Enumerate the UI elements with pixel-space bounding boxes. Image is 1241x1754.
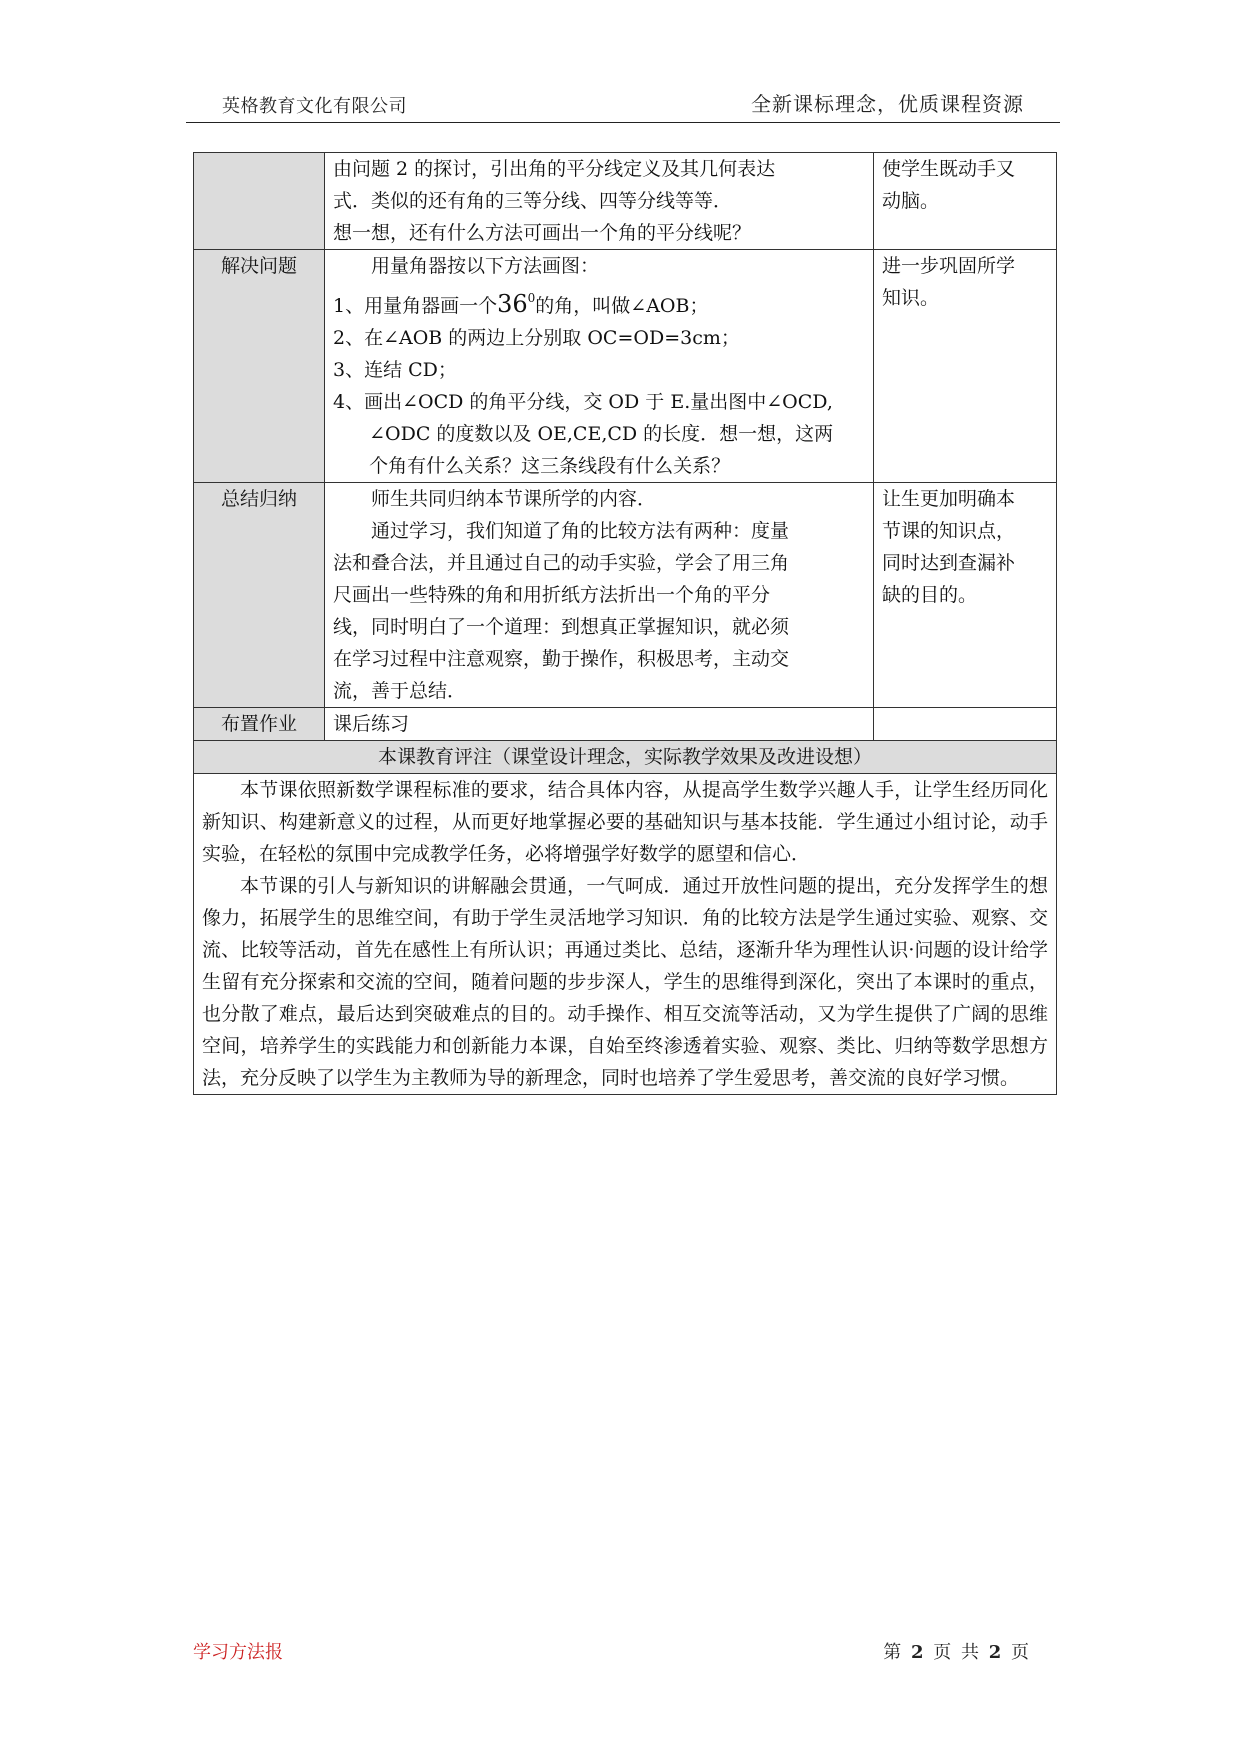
row-content: [325, 250, 874, 483]
text-line: 流，善于总结．: [333, 680, 467, 702]
commentary-paragraph: 本节课依照新数学课程标准的要求，结合具体内容，从提高学生数学兴趣人手，让学生经历同化新知识、构建新意义的过程，从而更好地掌握必要的基础知识与基本技能．学生通过小组讨论，动手实验，在轻松的氛围中完成教学任务，必将增强学好数学的愿望和信心．: [202, 779, 1048, 865]
purpose-line: 同时达到查漏补: [882, 552, 1016, 574]
row-label: [194, 153, 325, 250]
row-purpose: [874, 708, 1057, 741]
page-suffix: 页: [1011, 1642, 1029, 1663]
text-line: 师生共同归纳本节课所学的内容．: [371, 488, 657, 510]
table-row: [194, 741, 1057, 774]
commentary-paragraph: 本节课的引人与新知识的讲解融会贯通，一气呵成．通过开放性问题的提出，充分发挥学生的想像力，拓展学生的思维空间，有助于学生灵活地学习知识．角的比较方法是学生通过实验、观察、交流、比较等活动，首先在感性上有所认识；再通过类比、总结，逐渐升华为理性认识·问题的设计给学生留有充分探索和交流的空间，随着问题的步步深人，学生的思维得到深化，突出了本课时的重点，也分散了难点，最后达到突破难点的目的。动手操作、相互交流等活动，又为学生提供了广阔的思维空间，培养学生的实践能力和创新能力本课，自始至终渗透着实验、观察、类比、归纳等数学思想方法，充分反映了以学生为主教师为导的新理念，同时也培养了学生爱思考，善交流的良好学习惯。: [202, 875, 1048, 1089]
row-label: 解决问题: [194, 250, 325, 483]
step-4-cont: 个角有什么关系？这三条线段有什么关系？: [369, 455, 731, 477]
angle-value: 36: [497, 290, 528, 318]
lesson-plan-table: [193, 152, 1057, 1095]
purpose-line: 缺的目的。: [882, 584, 978, 606]
purpose-line: 知识。: [882, 287, 940, 309]
text-line: 通过学习，我们知道了角的比较方法有两种：度量: [371, 520, 790, 542]
row-label: 布置作业: [194, 708, 325, 741]
step-4-cont: ∠ODC 的度数以及 OE,CE,CD 的长度．想一想，这两: [369, 423, 834, 445]
row-content: [325, 483, 874, 708]
step-1-prefix: 1、用量角器画一个: [333, 295, 498, 317]
page-header: [186, 86, 1060, 123]
commentary-body: [194, 774, 1057, 1095]
page-prefix: 第: [883, 1642, 902, 1663]
table-row: [194, 483, 1057, 708]
step-4: 4、画出∠OCD 的角平分线，交 OD 于 E.量出图中∠OCD,: [333, 391, 833, 413]
text-line: 想一想，还有什么方法可画出一个角的平分线呢？: [333, 222, 752, 244]
footer-publisher: 学习方法报: [193, 1642, 283, 1663]
company-name: 英格教育文化有限公司: [222, 96, 407, 117]
step-3: 3、连结 CD；: [333, 359, 457, 381]
current-page: 2: [911, 1642, 924, 1663]
table-row: [194, 153, 1057, 250]
text-line: 由问题 2 的探讨，引出角的平分线定义及其几何表达: [333, 158, 776, 180]
page-mid: 页 共: [933, 1642, 979, 1663]
table-row: [194, 774, 1057, 1095]
step-1: [333, 282, 865, 322]
purpose-line: 让生更加明确本: [882, 488, 1016, 510]
table-row: [194, 250, 1057, 483]
step-2: 2、在∠AOB 的两边上分别取 OC=OD=3cm；: [333, 327, 740, 349]
table-row: [194, 708, 1057, 741]
commentary-title: 本课教育评注（课堂设计理念，实际教学效果及改进设想）: [194, 741, 1057, 774]
header-slogan: 全新课标理念，优质课程资源: [751, 92, 1024, 116]
text-line: 线，同时明白了一个道理：到想真正掌握知识，就必须: [333, 616, 790, 638]
total-pages: 2: [988, 1642, 1002, 1663]
purpose-line: 进一步巩固所学: [882, 255, 1016, 277]
row-purpose: [874, 153, 1057, 250]
text-line: 在学习过程中注意观察，勤于操作，积极思考，主动交: [333, 648, 790, 670]
row-content: 课后练习: [325, 708, 874, 741]
purpose-line: 使学生既动手又: [882, 158, 1016, 180]
step-1-suffix: 的角，叫做∠AOB；: [535, 295, 709, 317]
text-line: 式．类似的还有角的三等分线、四等分线等等．: [333, 190, 733, 212]
degree-superscript: 0: [527, 291, 536, 305]
text-line: 用量角器按以下方法画图：: [371, 255, 600, 277]
row-label: 总结归纳: [194, 483, 325, 708]
row-purpose: [874, 250, 1057, 483]
row-content: [325, 153, 874, 250]
row-purpose: [874, 483, 1057, 708]
purpose-line: 动脑。: [882, 190, 940, 212]
text-line: 法和叠合法，并且通过自己的动手实验，学会了用三角: [333, 552, 790, 574]
purpose-line: 节课的知识点，: [882, 520, 1016, 542]
page-number: [883, 1638, 1029, 1664]
text-line: 尺画出一些特殊的角和用折纸方法折出一个角的平分: [333, 584, 771, 606]
